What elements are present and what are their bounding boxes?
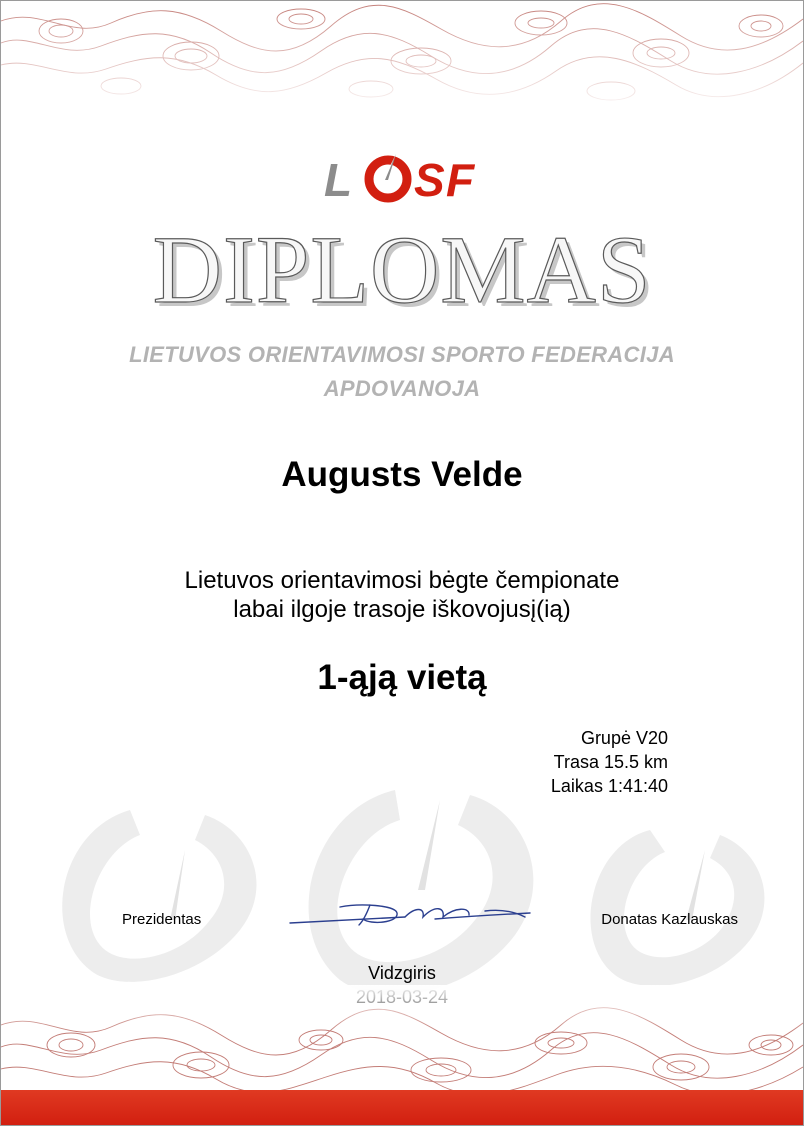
place-awarded: 1-ąją vietą: [317, 658, 487, 697]
achievement-line-1: Lietuvos orientavimosi bėgte čempionate: [184, 567, 620, 594]
president-name: Donatas Kazlauskas: [601, 911, 738, 928]
president-label: Prezidentas: [122, 911, 202, 928]
losf-logo: [322, 152, 488, 204]
svg-text:L: L: [324, 154, 353, 204]
topographic-pattern-top: [1, 1, 803, 116]
result-details: [551, 726, 668, 798]
diploma-title: DIPLOMAS: [152, 216, 652, 323]
achievement-line-2: labai ilgoje trasoje iškovojusį(ią): [233, 596, 571, 623]
course-text: Trasa 15.5 km: [553, 752, 668, 772]
group-text: Grupė V20: [580, 728, 668, 748]
federation-line-2: APDOVANOJA: [323, 376, 481, 401]
recipient-name: Augusts Velde: [281, 455, 523, 494]
red-footer-band: [1, 1090, 803, 1125]
time-text: Laikas 1:41:40: [550, 776, 668, 796]
topographic-pattern-bottom: [1, 985, 803, 1090]
federation-line-1: LIETUVOS ORIENTAVIMOSI SPORTO FEDERACIJA: [129, 342, 675, 367]
svg-text:F: F: [446, 154, 475, 204]
svg-text:S: S: [414, 154, 445, 204]
federation-heading: [0, 338, 804, 406]
president-signature: [285, 893, 535, 933]
location-text: Vidzgiris: [368, 963, 436, 983]
achievement-text: [0, 566, 804, 624]
